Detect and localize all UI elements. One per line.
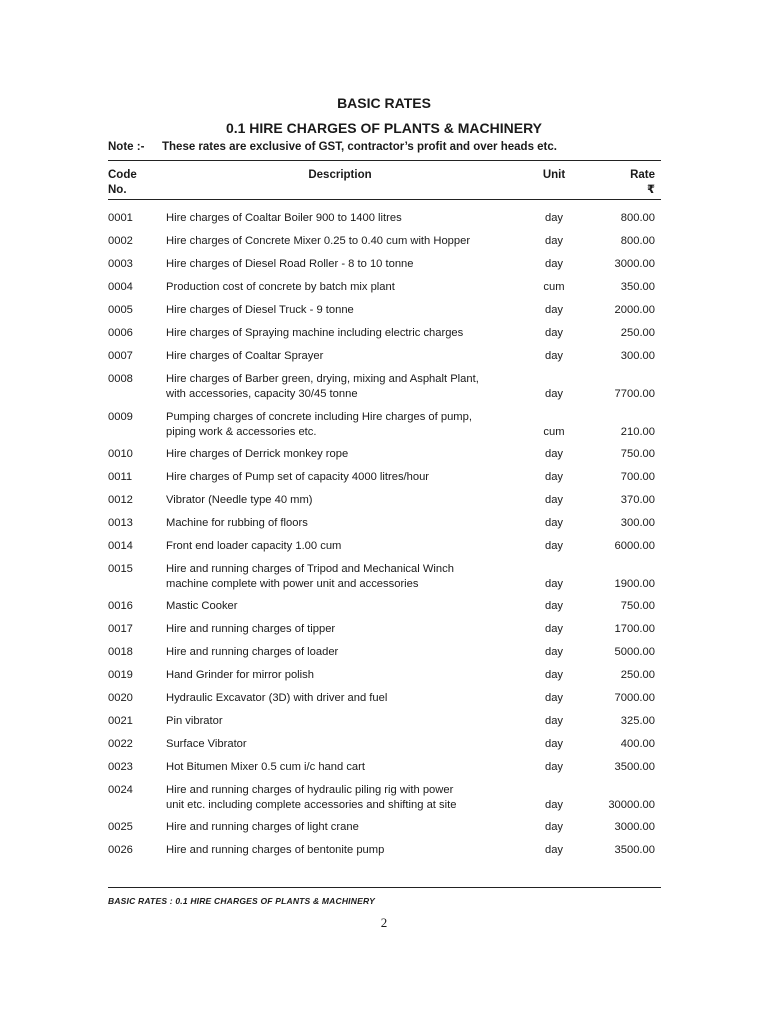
- note-label: Note :-: [108, 141, 145, 153]
- item-description: [166, 562, 511, 592]
- item-description: [166, 539, 511, 554]
- item-unit: day: [544, 623, 564, 635]
- item-description: [166, 760, 511, 775]
- item-unit: day: [544, 212, 564, 224]
- page-title: BASIC RATES: [337, 95, 431, 111]
- item-unit: day: [544, 471, 564, 483]
- rate-header-symbol: ₹: [646, 184, 655, 196]
- rate-header-line1: Rate: [630, 169, 655, 181]
- description-line: Hire charges of Coaltar Sprayer: [166, 350, 324, 362]
- description-line: Hire and running charges of loader: [166, 646, 339, 658]
- page-number: 2: [380, 915, 388, 930]
- item-code: 0021: [108, 715, 133, 727]
- description-line: Production cost of concrete by batch mix plant: [166, 281, 395, 293]
- item-code: 0002: [108, 235, 133, 247]
- header-bottom-rule: [108, 199, 661, 200]
- code-header-line2: No.: [108, 184, 127, 196]
- item-rate: 300.00: [620, 350, 655, 362]
- description-line: piping work & accessories etc.: [166, 426, 317, 438]
- running-footer: BASIC RATES : 0.1 HIRE CHARGES OF PLANTS & MACHINERY: [108, 896, 375, 906]
- description-line: Mastic Cooker: [166, 600, 238, 612]
- item-rate: 7000.00: [614, 692, 655, 704]
- item-code: 0011: [108, 471, 133, 483]
- item-unit: cum: [543, 426, 565, 438]
- item-code: 0005: [108, 304, 133, 316]
- item-description: [166, 257, 511, 272]
- description-line: Hire and running charges of bentonite pump: [166, 844, 385, 856]
- item-rate: 3000.00: [614, 258, 655, 270]
- item-description: [166, 691, 511, 706]
- description-line: Pin vibrator: [166, 715, 223, 727]
- item-description: [166, 447, 511, 462]
- item-description: [166, 234, 511, 249]
- description-line: Hire charges of Diesel Road Roller - 8 to 10 tonne: [166, 258, 414, 270]
- item-description: [166, 622, 511, 637]
- description-line: Hire charges of Diesel Truck - 9 tonne: [166, 304, 354, 316]
- item-code: 0019: [108, 669, 133, 681]
- item-code: 0020: [108, 692, 133, 704]
- item-rate: 370.00: [620, 494, 655, 506]
- item-rate: 3500.00: [614, 844, 655, 856]
- description-line: with accessories, capacity 30/45 tonne: [166, 388, 358, 400]
- item-unit: day: [544, 738, 564, 750]
- description-line: Hand Grinder for mirror polish: [166, 669, 314, 681]
- item-unit: day: [544, 692, 564, 704]
- item-description: [166, 280, 511, 295]
- description-line: Hire charges of Barber green, drying, mixing and Asphalt Plant,: [166, 373, 479, 385]
- item-code: 0024: [108, 784, 133, 796]
- item-description: [166, 668, 511, 683]
- item-unit: day: [544, 350, 564, 362]
- item-code: 0013: [108, 517, 133, 529]
- description-line: Front end loader capacity 1.00 cum: [166, 540, 342, 552]
- item-rate: 700.00: [620, 471, 655, 483]
- item-rate: 5000.00: [614, 646, 655, 658]
- item-unit: day: [544, 646, 564, 658]
- item-code: 0009: [108, 411, 133, 423]
- description-line: machine complete with power unit and accessories: [166, 578, 419, 590]
- item-description: [166, 372, 511, 402]
- item-description: [166, 645, 511, 660]
- item-unit: day: [544, 327, 564, 339]
- item-description: [166, 820, 511, 835]
- section-title: 0.1 HIRE CHARGES OF PLANTS & MACHINERY: [225, 120, 543, 136]
- item-rate: 300.00: [620, 517, 655, 529]
- item-rate: 30000.00: [608, 799, 655, 811]
- item-code: 0007: [108, 350, 133, 362]
- item-rate: 325.00: [620, 715, 655, 727]
- item-unit: day: [544, 235, 564, 247]
- item-code: 0022: [108, 738, 133, 750]
- description-line: Hire charges of Concrete Mixer 0.25 to 0.40 cum with Hopper: [166, 235, 471, 247]
- item-rate: 750.00: [620, 448, 655, 460]
- item-code: 0004: [108, 281, 133, 293]
- item-code: 0006: [108, 327, 133, 339]
- item-rate: 350.00: [620, 281, 655, 293]
- item-code: 0016: [108, 600, 133, 612]
- item-rate: 250.00: [620, 669, 655, 681]
- note-text: These rates are exclusive of GST, contractor’s profit and over heads etc.: [162, 141, 557, 153]
- item-unit: day: [544, 304, 564, 316]
- column-header-rate: [590, 168, 655, 198]
- item-unit: day: [544, 258, 564, 270]
- footer-rule: [108, 887, 661, 888]
- description-line: Pumping charges of concrete including Hire charges of pump,: [166, 411, 472, 423]
- item-description: [166, 516, 511, 531]
- column-header-code: [108, 168, 137, 198]
- code-header-line1: Code: [108, 169, 137, 181]
- item-rate: 400.00: [620, 738, 655, 750]
- description-line: Hire charges of Derrick monkey rope: [166, 448, 349, 460]
- item-unit: cum: [543, 281, 565, 293]
- item-code: 0015: [108, 563, 133, 575]
- item-unit: day: [544, 448, 564, 460]
- description-line: Surface Vibrator: [166, 738, 247, 750]
- description-line: Hire and running charges of tipper: [166, 623, 336, 635]
- description-line: Machine for rubbing of floors: [166, 517, 308, 529]
- description-line: Vibrator (Needle type 40 mm): [166, 494, 313, 506]
- item-rate: 3500.00: [614, 761, 655, 773]
- item-description: [166, 493, 511, 508]
- item-rate: 800.00: [620, 212, 655, 224]
- item-description: [166, 410, 511, 440]
- description-line: Hydraulic Excavator (3D) with driver and fuel: [166, 692, 388, 704]
- item-description: [166, 599, 511, 614]
- item-unit: day: [544, 600, 564, 612]
- item-code: 0001: [108, 212, 133, 224]
- item-description: [166, 326, 511, 341]
- item-code: 0012: [108, 494, 133, 506]
- item-rate: 7700.00: [614, 388, 655, 400]
- item-unit: day: [544, 669, 564, 681]
- item-code: 0025: [108, 821, 133, 833]
- item-code: 0023: [108, 761, 133, 773]
- header-top-rule: [108, 160, 661, 161]
- item-code: 0017: [108, 623, 133, 635]
- description-line: unit etc. including complete accessories and shifting at site: [166, 799, 457, 811]
- item-code: 0018: [108, 646, 133, 658]
- item-unit: day: [544, 715, 564, 727]
- item-code: 0010: [108, 448, 133, 460]
- item-rate: 750.00: [620, 600, 655, 612]
- item-unit: day: [544, 761, 564, 773]
- item-rate: 3000.00: [614, 821, 655, 833]
- item-unit: day: [544, 540, 564, 552]
- description-line: Hire and running charges of light crane: [166, 821, 359, 833]
- item-description: [166, 843, 511, 858]
- item-rate: 1900.00: [614, 578, 655, 590]
- description-line: Hire charges of Spraying machine including electric charges: [166, 327, 464, 339]
- item-description: [166, 714, 511, 729]
- item-unit: day: [544, 517, 564, 529]
- description-line: Hire charges of Coaltar Boiler 900 to 1400 litres: [166, 212, 402, 224]
- column-header-unit: Unit: [542, 169, 566, 181]
- item-description: [166, 783, 511, 813]
- column-header-description: Description: [308, 169, 372, 181]
- description-line: Hire and running charges of Tripod and Mechanical Winch: [166, 563, 454, 575]
- item-unit: day: [544, 494, 564, 506]
- item-unit: day: [544, 821, 564, 833]
- item-unit: day: [544, 799, 564, 811]
- item-rate: 6000.00: [614, 540, 655, 552]
- item-rate: 2000.00: [614, 304, 655, 316]
- item-unit: day: [544, 844, 564, 856]
- item-description: [166, 303, 511, 318]
- note: [108, 141, 557, 153]
- item-code: 0026: [108, 844, 133, 856]
- item-rate: 800.00: [620, 235, 655, 247]
- description-line: Hire and running charges of hydraulic piling rig with power: [166, 784, 454, 796]
- item-unit: day: [544, 578, 564, 590]
- item-code: 0008: [108, 373, 133, 385]
- item-rate: 1700.00: [614, 623, 655, 635]
- item-rate: 210.00: [620, 426, 655, 438]
- description-line: Hire charges of Pump set of capacity 4000 litres/hour: [166, 471, 430, 483]
- item-code: 0003: [108, 258, 133, 270]
- description-line: Hot Bitumen Mixer 0.5 cum i/c hand cart: [166, 761, 365, 773]
- item-code: 0014: [108, 540, 133, 552]
- item-unit: day: [544, 388, 564, 400]
- item-description: [166, 211, 511, 226]
- item-description: [166, 349, 511, 364]
- item-description: [166, 737, 511, 752]
- item-rate: 250.00: [620, 327, 655, 339]
- item-description: [166, 470, 511, 485]
